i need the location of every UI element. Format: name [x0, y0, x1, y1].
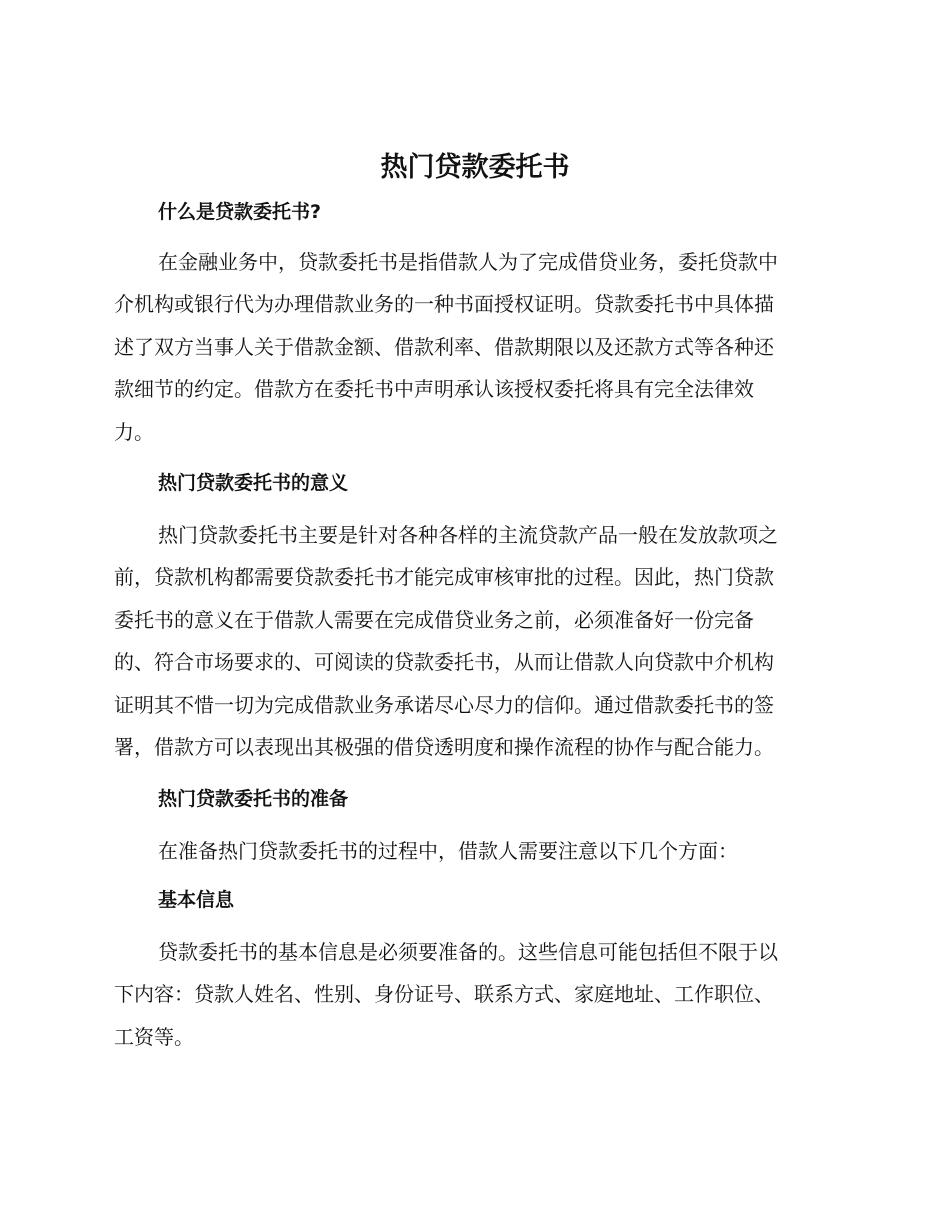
paragraph-line: 证明其不惜一切为完成借款业务承诺尽心尽力的信仰。通过借款委托书的签 [114, 692, 774, 717]
document-title: 热门贷款委托书 [380, 152, 570, 183]
paragraph-line: 下内容：贷款人姓名、性别、身份证号、联系方式、家庭地址、工作职位、 [114, 982, 774, 1007]
paragraph-line: 力。 [114, 419, 154, 444]
section-paragraph-preparation [114, 830, 830, 872]
paragraph-line: 的、符合市场要求的、可阅读的贷款委托书，从而让借款人向贷款中介机构 [114, 650, 774, 675]
section-paragraph-what-is [114, 241, 830, 453]
section-paragraph-significance [114, 514, 830, 768]
paragraph-line: 在准备热门贷款委托书的过程中，借款人需要注意以下几个方面： [158, 839, 738, 863]
paragraph-line: 工资等。 [114, 1024, 194, 1049]
paragraph-line: 款细节的约定。借款方在委托书中声明承认该授权委托将具有完全法律效 [114, 377, 754, 402]
section-paragraph-basic-info [114, 931, 830, 1058]
paragraph-line: 署，借款方可以表现出其极强的借贷透明度和操作流程的协作与配合能力。 [114, 735, 774, 760]
section-heading-what-is: 什么是贷款委托书? [158, 201, 322, 223]
paragraph-line: 述了双方当事人关于借款金额、借款利率、借款期限以及还款方式等各种还 [114, 334, 774, 359]
section-heading-basic-info: 基本信息 [158, 889, 235, 911]
section-heading-significance: 热门贷款委托书的意义 [158, 472, 349, 494]
paragraph-line: 委托书的意义在于借款人需要在完成借贷业务之前，必须准备好一份完备 [114, 607, 754, 632]
paragraph-line: 前，贷款机构都需要贷款委托书才能完成审核审批的过程。因此，热门贷款 [114, 565, 774, 590]
paragraph-line: 介机构或银行代为办理借款业务的一种书面授权证明。贷款委托书中具体描 [114, 292, 774, 317]
paragraph-line: 贷款委托书的基本信息是必须要准备的。这些信息可能包括但不限于以 [158, 940, 778, 964]
paragraph-line: 在金融业务中，贷款委托书是指借款人为了完成借贷业务，委托贷款中 [158, 250, 778, 274]
section-heading-preparation: 热门贷款委托书的准备 [158, 788, 349, 810]
paragraph-line: 热门贷款委托书主要是针对各种各样的主流贷款产品一般在发放款项之 [158, 523, 778, 547]
